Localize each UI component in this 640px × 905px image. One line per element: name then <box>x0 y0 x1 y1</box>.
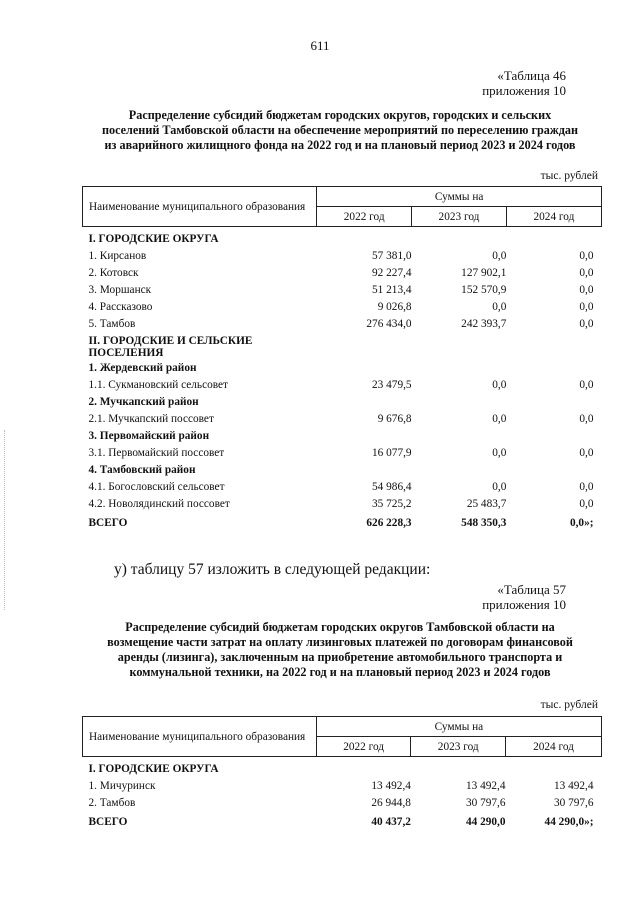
row-label: 3. Первомайский район <box>88 429 210 442</box>
value-2022: 23 479,5 <box>372 378 412 391</box>
table-row <box>83 376 602 393</box>
row-label: 4. Рассказово <box>88 300 153 313</box>
table-row <box>83 794 602 811</box>
value-2022 <box>316 757 411 778</box>
row-label: I. ГОРОДСКИЕ ОКРУГА <box>88 762 219 775</box>
table-row <box>83 410 602 427</box>
value-2023: 0,0 <box>492 412 507 425</box>
value-2022: 9 676,8 <box>377 412 412 425</box>
value-2023: 0,0 <box>492 480 507 493</box>
value-2024: 0,0 <box>579 480 594 493</box>
row-label: I. ГОРОДСКИЕ ОКРУГА <box>88 232 219 245</box>
table-row <box>83 757 602 778</box>
row-label: 4.1. Богословский сельсовет <box>88 480 225 493</box>
row-label: 2. Тамбов <box>88 796 136 809</box>
value-2024: 44 290,0»; <box>544 816 594 828</box>
row-label: ВСЕГО <box>88 517 128 529</box>
table-row <box>83 444 602 461</box>
value-2022: 35 725,2 <box>372 497 412 510</box>
value-2024: 0,0 <box>579 266 594 279</box>
row-label: ВСЕГО <box>88 816 128 828</box>
value-2024: 0,0 <box>579 317 594 330</box>
value-2023: 0,0 <box>492 249 507 262</box>
table46-head-name: Наименование муниципального образования <box>83 187 317 227</box>
row-label: 2. Мучкапский район <box>88 395 199 408</box>
table46-body <box>83 227 602 535</box>
table57-title: Распределение субсидий бюджетам городских округов Тамбовской области на возмещение части затрат на оплату лизинговых платежей по договорам финансовой аренды (лизинга), заключенным на приобретение автомобильного транспорта и коммунальной техники, на 2022 год и на плановый период 2023 и 2024 годов <box>107 620 573 679</box>
value-2023: 127 902,1 <box>461 266 507 279</box>
value-2024: 30 797,6 <box>553 796 594 809</box>
value-2022 <box>317 461 412 478</box>
row-label: II. ГОРОДСКИЕ И СЕЛЬСКИЕ ПОСЕЛЕНИЯ <box>88 335 253 359</box>
value-2022: 40 437,2 <box>371 816 411 828</box>
table-row <box>83 427 602 444</box>
value-2023: 0,0 <box>492 446 507 459</box>
table-row <box>83 227 602 248</box>
row-label: 2. Котовск <box>88 266 139 279</box>
table57-head-year-2023: 2023 год <box>411 737 506 757</box>
value-2022: 26 944,8 <box>371 796 411 809</box>
table-row <box>83 332 602 359</box>
table-row <box>83 512 602 534</box>
table-row <box>83 281 602 298</box>
value-2023: 0,0 <box>492 300 507 313</box>
value-2022: 92 227,4 <box>372 266 412 279</box>
table57-caption <box>482 582 566 612</box>
value-2023 <box>412 227 507 248</box>
value-2023: 242 393,7 <box>461 317 507 330</box>
value-2024: 0,0»; <box>569 517 594 529</box>
table57-head-name: Наименование муниципального образования <box>83 717 317 757</box>
table46-head-year-2023: 2023 год <box>412 207 507 227</box>
value-2022: 13 492,4 <box>371 779 411 792</box>
value-2024: 0,0 <box>579 446 594 459</box>
table-row <box>83 461 602 478</box>
table-row <box>83 811 602 833</box>
value-2023: 13 492,4 <box>465 779 506 792</box>
table57 <box>82 716 602 833</box>
row-label: 4.2. Новолядинский поссовет <box>88 497 230 510</box>
table-row <box>83 359 602 376</box>
table57-head-sums: Суммы на <box>316 717 601 737</box>
table-row <box>83 777 602 794</box>
table57-head-year-2024: 2024 год <box>506 737 602 757</box>
value-2023: 0,0 <box>492 378 507 391</box>
value-2023 <box>412 332 507 359</box>
table46-caption-line2: приложения 10 <box>482 83 566 98</box>
value-2024: 0,0 <box>579 283 594 296</box>
value-2024 <box>506 227 601 248</box>
value-2024 <box>506 427 601 444</box>
page-number: 611 <box>310 38 330 53</box>
table-row <box>83 264 602 281</box>
value-2023 <box>411 757 506 778</box>
value-2023: 548 350,3 <box>461 517 507 529</box>
table-row <box>83 393 602 410</box>
table46-head-year-2024: 2024 год <box>506 207 601 227</box>
table-row <box>83 298 602 315</box>
value-2022 <box>317 393 412 410</box>
scan-edge-mark <box>4 430 6 610</box>
value-2024: 0,0 <box>579 412 594 425</box>
table46 <box>82 186 602 534</box>
value-2023: 30 797,6 <box>465 796 506 809</box>
table46-head-sums: Суммы на <box>317 187 602 207</box>
value-2023 <box>412 393 507 410</box>
lead-instruction: у) таблицу 57 изложить в следующей редакции: <box>114 561 431 578</box>
table-row <box>83 495 602 512</box>
value-2024 <box>506 393 601 410</box>
value-2023: 44 290,0 <box>465 816 506 828</box>
value-2022: 626 228,3 <box>366 517 412 529</box>
value-2024: 0,0 <box>579 249 594 262</box>
value-2022 <box>317 332 412 359</box>
table46-caption-line1: «Таблица 46 <box>497 68 566 83</box>
table57-caption-line1: «Таблица 57 <box>497 582 566 597</box>
value-2023 <box>412 461 507 478</box>
row-label: 1. Кирсанов <box>88 249 147 262</box>
value-2024: 0,0 <box>579 378 594 391</box>
value-2022: 57 381,0 <box>372 249 412 262</box>
table57-caption-line2: приложения 10 <box>482 597 566 612</box>
row-label: 4. Тамбовский район <box>88 463 196 476</box>
value-2023 <box>412 359 507 376</box>
value-2022 <box>317 227 412 248</box>
table57-body <box>83 757 602 834</box>
row-label: 1.1. Сукмановский сельсовет <box>88 378 228 391</box>
value-2024: 13 492,4 <box>553 779 594 792</box>
value-2024 <box>506 359 601 376</box>
value-2022 <box>317 359 412 376</box>
table57-unit: тыс. рублей <box>540 699 598 711</box>
value-2024 <box>506 332 601 359</box>
value-2023: 152 570,9 <box>461 283 507 296</box>
value-2024 <box>506 461 601 478</box>
value-2022: 16 077,9 <box>372 446 412 459</box>
row-label: 1. Жердевский район <box>88 361 197 374</box>
value-2023 <box>412 427 507 444</box>
row-label: 3. Моршанск <box>88 283 152 296</box>
value-2024 <box>506 757 602 778</box>
table-row <box>83 247 602 264</box>
row-label: 3.1. Первомайский поссовет <box>88 446 225 459</box>
value-2022 <box>317 427 412 444</box>
value-2022: 51 213,4 <box>372 283 412 296</box>
value-2024: 0,0 <box>579 497 594 510</box>
value-2024: 0,0 <box>579 300 594 313</box>
table46-unit: тыс. рублей <box>540 170 598 182</box>
table46-caption <box>482 68 566 98</box>
value-2022: 9 026,8 <box>377 300 412 313</box>
table57-head-year-2022: 2022 год <box>316 737 411 757</box>
row-label: 1. Мичуринск <box>88 779 156 792</box>
value-2022: 276 434,0 <box>366 317 412 330</box>
row-label: 5. Тамбов <box>88 317 136 330</box>
table-row <box>83 478 602 495</box>
table46-head-year-2022: 2022 год <box>317 207 412 227</box>
row-label: 2.1. Мучкапский поссовет <box>88 412 214 425</box>
value-2022: 54 986,4 <box>372 480 412 493</box>
table-row <box>83 315 602 332</box>
value-2023: 25 483,7 <box>466 497 507 510</box>
table46-title: Распределение субсидий бюджетам городских округов, городских и сельских поселений Тамбовской области на обеспечение мероприятий по переселению граждан из аварийного жилищного фонда на 2022 год и на плановый период 2023 и 2024 годов <box>101 108 579 152</box>
